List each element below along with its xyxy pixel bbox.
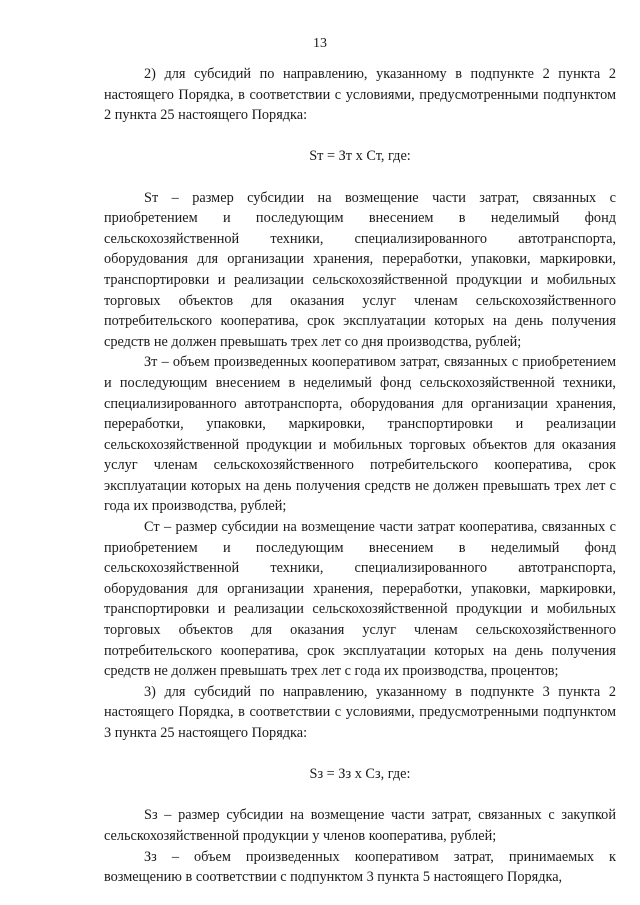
spacer: [104, 167, 616, 188]
paragraph-ct-definition: Ст – размер субсидии на возмещение части затрат кооператива, связанных с приобретением и последующим внесением в неделимый фонд сельскохозяйственной техники, специализированного автотранспорта, оборудования для организации хранения, переработки, упаковки, маркировки, транспортировки и реализации сельскохозяйственной продукции и мобильных торговых объектов для оказания услуг членам сельскохозяйственного потребительского кооператива, срок эксплуатации которых на день получения средств не должен превышать трех лет с года их производства, процентов;: [104, 519, 616, 680]
paragraph-zz-definition: Зз – объем произведенных кооперативом затрат, принимаемых к возмещению в соответствии с подпунктом 3 пункта 5 настоящего Порядка,: [104, 848, 616, 886]
spacer: [104, 744, 616, 765]
paragraph-zt-definition: Зт – объем произведенных кооперативом затрат, связанных с приобретением и последующим внесением в неделимый фонд сельскохозяйственной техники, специализированного автотранспорта, оборудования для организации хранения, переработки, упаковки, маркировки, транспортировки и реализации сельскохозяйственной продукции и мобильных торговых объектов для оказания услуг членам сельскохозяйственного потребительского кооператива, срок эксплуатации которых на день получения средств не должен превышать трех лет с года их производства, рублей;: [104, 354, 616, 515]
spacer: [104, 126, 616, 147]
paragraph-subsidy-direction-2: 2) для субсидий по направлению, указанному в подпункте 2 пункта 2 настоящего Порядка, в соответствии с условиями, предусмотренными подпунктом 2 пункта 25 настоящего Порядка:: [104, 66, 616, 124]
document-body: [104, 64, 616, 888]
paragraph-st-definition: Sт – размер субсидии на возмещение части затрат, связанных с приобретением и последующим внесением в неделимый фонд сельскохозяйственной техники, специализированного автотранспорта, оборудования для организации хранения, переработки, упаковки, маркировки, транспортировки и реализации сельскохозяйственной продукции и мобильных торговых объектов для оказания услуг членам сельскохозяйственного потребительского кооператива, срок эксплуатации которых на день получения средств не должен превышать трех лет со дня производства, рублей;: [104, 189, 616, 350]
paragraph-sz-definition: Sз – размер субсидии на возмещение части затрат, связанных с закупкой сельскохозяйственной продукции у членов кооператива, рублей;: [104, 807, 616, 844]
formula-st: Sт = Зт х Ст, где:: [309, 148, 411, 165]
page-number: 13: [313, 36, 327, 51]
formula-sz: Sз = Зз х Сз, где:: [309, 766, 411, 783]
paragraph-subsidy-direction-3: 3) для субсидий по направлению, указанному в подпункте 3 пункта 2 настоящего Порядка, в соответствии с условиями, предусмотренными подпунктом 3 пункта 25 настоящего Порядка:: [104, 683, 616, 741]
spacer: [104, 785, 616, 806]
